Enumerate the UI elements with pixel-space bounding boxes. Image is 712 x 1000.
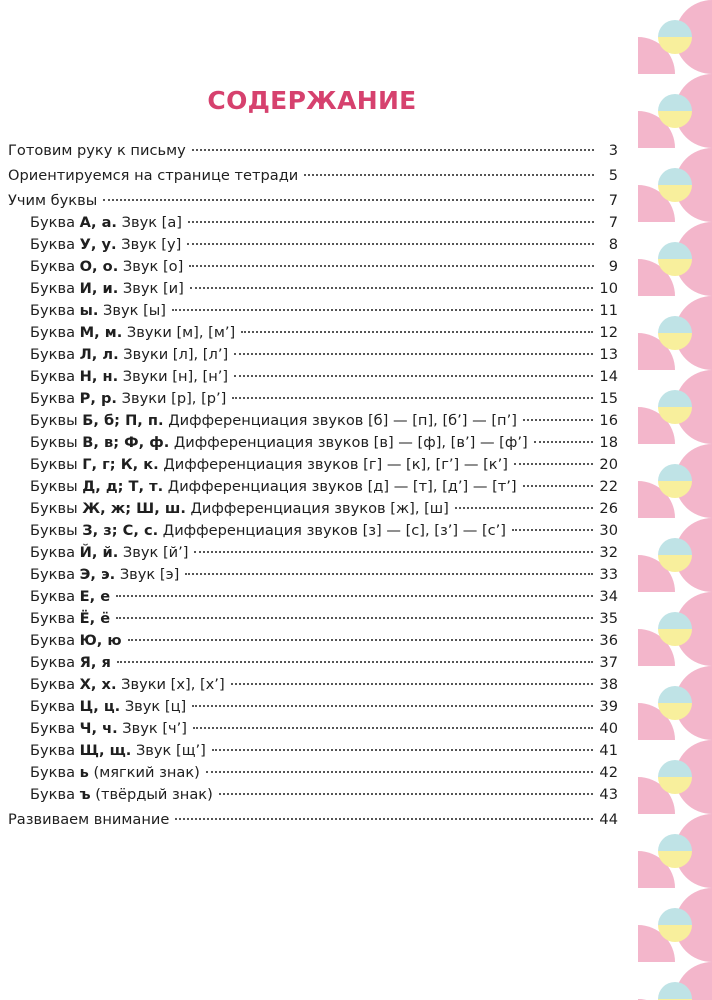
page-number: 42 xyxy=(599,764,618,781)
dot-leader xyxy=(192,705,593,707)
dot-leader xyxy=(523,419,594,421)
dot-leader xyxy=(189,265,594,267)
toc-entry-letter: Г, г; К, к. xyxy=(82,456,159,473)
toc-entry-suffix: Звуки [л], [л’] xyxy=(118,346,229,363)
toc-entry-prefix: Буква xyxy=(30,654,80,671)
toc-entry xyxy=(8,762,618,784)
toc-entry xyxy=(8,586,618,608)
page-number: 33 xyxy=(599,566,618,583)
page-number: 15 xyxy=(599,390,618,407)
toc-entry xyxy=(8,809,618,831)
toc-entry-title xyxy=(30,366,228,388)
toc-entry-title xyxy=(30,652,111,674)
toc-entry-title xyxy=(30,432,528,454)
toc-entry-suffix: Дифференциация звуков [б] — [п], [б’] — [п’] xyxy=(163,412,517,429)
toc-entry-prefix: Буква xyxy=(30,544,80,561)
toc-entry-prefix: Буквы xyxy=(30,500,83,517)
toc-entry-suffix: Звук [ы] xyxy=(98,302,167,319)
toc-entry-letter: Л, л. xyxy=(79,346,119,363)
page-number: 38 xyxy=(599,676,618,693)
dot-leader xyxy=(187,243,594,245)
page-number: 43 xyxy=(599,786,618,803)
toc-entry-letter: Й, й. xyxy=(79,544,119,561)
toc-entry xyxy=(8,300,618,322)
dot-leader xyxy=(241,331,593,333)
toc-entry-letter: Е, е xyxy=(79,588,111,605)
dot-leader xyxy=(219,793,594,795)
toc-entry xyxy=(8,212,618,234)
toc-entry xyxy=(8,498,618,520)
page-number: 10 xyxy=(599,280,618,297)
dot-leader xyxy=(231,683,594,685)
toc-entry-prefix: Буква xyxy=(30,632,80,649)
dot-leader xyxy=(212,749,594,751)
toc-entry-title xyxy=(30,498,449,520)
page-number: 5 xyxy=(608,167,618,184)
toc-entry xyxy=(8,366,618,388)
toc-entry xyxy=(8,652,618,674)
toc-entry-title xyxy=(30,608,110,630)
toc-entry-letter: Ц, ц. xyxy=(79,698,121,715)
toc-entry-letter: Э, э. xyxy=(79,566,116,583)
toc-entry-suffix: Звуки [м], [м’] xyxy=(122,324,236,341)
toc-entry-letter: ъ xyxy=(79,786,91,803)
toc-entry-title xyxy=(30,278,184,300)
toc-entry xyxy=(8,388,618,410)
dot-leader xyxy=(175,818,593,820)
dot-leader xyxy=(116,617,593,619)
toc-entry-letter: Я, я xyxy=(79,654,111,671)
toc-entry-title xyxy=(30,410,517,432)
toc-entry-title xyxy=(30,696,186,718)
toc-entry-suffix: Звук [у] xyxy=(116,236,182,253)
toc-entry-title xyxy=(30,322,235,344)
dot-leader xyxy=(172,309,593,311)
toc-entry xyxy=(8,784,618,806)
page-number: 26 xyxy=(599,500,618,517)
toc-entry-title xyxy=(30,476,517,498)
page-number: 35 xyxy=(599,610,618,627)
toc-entry xyxy=(8,454,618,476)
table-of-contents xyxy=(8,140,618,831)
dot-leader xyxy=(514,463,593,465)
toc-entry-prefix: Буква xyxy=(30,390,80,407)
toc-entry-prefix: Буквы xyxy=(30,478,83,495)
toc-entry-letter: Р, р. xyxy=(79,390,117,407)
toc-entry-prefix: Буква xyxy=(30,720,80,737)
toc-entry xyxy=(8,234,618,256)
toc-entry-prefix: Буквы xyxy=(30,434,83,451)
toc-entry-letter: З, з; С, с. xyxy=(82,522,159,539)
toc-entry-letter: ы. xyxy=(79,302,99,319)
toc-entry-title xyxy=(8,809,169,831)
toc-entry xyxy=(8,674,618,696)
toc-entry xyxy=(8,344,618,366)
toc-entry-title xyxy=(30,718,187,740)
toc-entry xyxy=(8,740,618,762)
toc-entry-letter: Ю, ю xyxy=(79,632,122,649)
toc-entry-suffix: Звук [а] xyxy=(116,214,182,231)
toc-entry-title xyxy=(30,762,200,784)
toc-entry-prefix: Буква xyxy=(30,346,80,363)
toc-entry-prefix: Буква xyxy=(30,610,80,627)
toc-entry-title xyxy=(30,674,225,696)
page-number: 39 xyxy=(599,698,618,715)
toc-entry-letter: Х, х. xyxy=(79,676,117,693)
toc-entry-title xyxy=(30,300,166,322)
toc-entry-title xyxy=(8,140,186,162)
toc-entry-suffix: Дифференциация звуков [г] — [к], [г’] — [к’] xyxy=(158,456,508,473)
toc-entry-prefix: Буква xyxy=(30,324,80,341)
dot-leader xyxy=(234,375,593,377)
page-number: 13 xyxy=(599,346,618,363)
toc-entry-suffix: Звук [щ’] xyxy=(131,742,206,759)
toc-entry-letter: Ё, ё xyxy=(79,610,111,627)
dot-leader xyxy=(190,287,594,289)
page-number: 12 xyxy=(599,324,618,341)
toc-entry-prefix: Готовим руку к письму xyxy=(8,142,186,159)
page-number: 11 xyxy=(599,302,618,319)
dot-leader xyxy=(232,397,593,399)
toc-entry-title xyxy=(30,784,213,806)
page-number: 7 xyxy=(608,214,618,231)
page-number: 36 xyxy=(599,632,618,649)
page-number: 9 xyxy=(608,258,618,275)
dot-leader xyxy=(128,639,594,641)
toc-entry-title xyxy=(30,454,508,476)
toc-entry xyxy=(8,410,618,432)
dot-leader xyxy=(192,149,594,151)
toc-entry-letter: О, о. xyxy=(79,258,119,275)
page-number: 34 xyxy=(599,588,618,605)
toc-entry-prefix: Буква xyxy=(30,258,80,275)
toc-entry-prefix: Учим буквы xyxy=(8,192,98,209)
toc-entry xyxy=(8,520,618,542)
toc-entry-title xyxy=(30,542,188,564)
toc-entry-suffix: Дифференциация звуков [ж], [ш] xyxy=(185,500,449,517)
toc-entry-title xyxy=(30,388,226,410)
toc-entry-suffix: Дифференциация звуков [з] — [с], [з’] — [с’] xyxy=(158,522,506,539)
toc-entry-suffix: Звук [и] xyxy=(118,280,184,297)
toc-entry xyxy=(8,140,618,162)
toc-entry xyxy=(8,432,618,454)
page-number: 41 xyxy=(599,742,618,759)
toc-entry-prefix: Буква xyxy=(30,566,80,583)
toc-entry-suffix: Звуки [н], [н’] xyxy=(118,368,229,385)
page-number: 18 xyxy=(599,434,618,451)
toc-entry-prefix: Буквы xyxy=(30,456,83,473)
toc-entry-suffix: Звук [о] xyxy=(118,258,184,275)
toc-entry-title xyxy=(30,586,110,608)
page-number: 44 xyxy=(599,811,618,828)
toc-entry-title xyxy=(30,564,179,586)
dot-leader xyxy=(116,595,593,597)
toc-entry-prefix: Буква xyxy=(30,214,80,231)
page-number: 8 xyxy=(608,236,618,253)
toc-entry-title xyxy=(8,165,298,187)
toc-entry-suffix: Звуки [р], [р’] xyxy=(116,390,227,407)
toc-entry-suffix: (мягкий знак) xyxy=(88,764,200,781)
toc-entry-suffix: Звук [й’] xyxy=(118,544,189,561)
toc-entry-suffix: Дифференциация звуков [в] — [ф], [в’] — [ф’] xyxy=(169,434,528,451)
dot-leader xyxy=(206,771,594,773)
toc-entry xyxy=(8,542,618,564)
toc-entry-letter: У, у. xyxy=(79,236,117,253)
toc-entry-letter: Н, н. xyxy=(79,368,119,385)
toc-entry-title xyxy=(30,256,183,278)
toc-entry-suffix: Звуки [х], [х’] xyxy=(116,676,225,693)
toc-entry-prefix: Буква xyxy=(30,676,80,693)
toc-entry-letter: В, в; Ф, ф. xyxy=(82,434,170,451)
toc-entry-title xyxy=(30,234,181,256)
toc-entry-letter: Ч, ч. xyxy=(79,720,118,737)
dot-leader xyxy=(193,727,593,729)
toc-entry-suffix: Звук [ц] xyxy=(120,698,187,715)
toc-entry-letter: Щ, щ. xyxy=(79,742,132,759)
toc-entry-prefix: Буква xyxy=(30,588,80,605)
toc-entry xyxy=(8,608,618,630)
toc-entry-prefix: Буква xyxy=(30,764,80,781)
dot-leader xyxy=(304,174,594,176)
page-number: 14 xyxy=(599,368,618,385)
page-title: СОДЕРЖАНИЕ xyxy=(207,86,417,115)
toc-entry-prefix: Буквы xyxy=(30,412,83,429)
dot-leader xyxy=(234,353,593,355)
page-number: 20 xyxy=(599,456,618,473)
toc-entry xyxy=(8,696,618,718)
dot-leader xyxy=(103,199,594,201)
dot-leader xyxy=(194,551,593,553)
page-number: 40 xyxy=(599,720,618,737)
toc-entry-title xyxy=(30,520,506,542)
page-number: 3 xyxy=(608,142,618,159)
toc-entry xyxy=(8,718,618,740)
toc-entry xyxy=(8,322,618,344)
toc-entry-prefix: Буква xyxy=(30,302,80,319)
dot-leader xyxy=(512,529,593,531)
toc-entry-suffix: (твёрдый знак) xyxy=(90,786,213,803)
dot-leader xyxy=(455,507,594,509)
dot-leader xyxy=(523,485,594,487)
dot-leader xyxy=(185,573,593,575)
toc-entry-letter: М, м. xyxy=(79,324,123,341)
toc-entry-title xyxy=(30,344,228,366)
toc-entry-prefix: Развиваем внимание xyxy=(8,811,170,828)
decorative-pattern xyxy=(638,0,712,1000)
toc-entry-prefix: Ориентируемся на странице тетради xyxy=(8,167,299,184)
toc-entry-title xyxy=(8,190,97,212)
toc-entry-prefix: Буква xyxy=(30,280,80,297)
dot-leader xyxy=(117,661,594,663)
toc-entry-prefix: Буквы xyxy=(30,522,83,539)
toc-entry-title xyxy=(30,630,122,652)
page-number: 30 xyxy=(599,522,618,539)
toc-entry-letter: Д, д; Т, т. xyxy=(82,478,164,495)
toc-entry-letter: Б, б; П, п. xyxy=(82,412,164,429)
toc-entry-title xyxy=(30,740,206,762)
toc-entry xyxy=(8,190,618,212)
toc-entry-suffix: Звук [э] xyxy=(115,566,180,583)
toc-entry xyxy=(8,165,618,187)
toc-entry-prefix: Буква xyxy=(30,742,80,759)
toc-entry xyxy=(8,630,618,652)
toc-entry-letter: И, и. xyxy=(79,280,119,297)
dot-leader xyxy=(534,441,594,443)
toc-entry xyxy=(8,278,618,300)
toc-entry-suffix: Дифференциация звуков [д] — [т], [д’] — [т’] xyxy=(163,478,517,495)
toc-entry-letter: А, а. xyxy=(79,214,117,231)
toc-entry-title xyxy=(30,212,182,234)
page-number: 16 xyxy=(599,412,618,429)
dot-leader xyxy=(188,221,594,223)
toc-entry-prefix: Буква xyxy=(30,368,80,385)
toc-entry-letter: Ж, ж; Ш, ш. xyxy=(82,500,186,517)
toc-entry-suffix: Звук [ч’] xyxy=(117,720,187,737)
page-number: 37 xyxy=(599,654,618,671)
toc-entry xyxy=(8,476,618,498)
toc-entry-prefix: Буква xyxy=(30,236,80,253)
toc-entry-letter: ь xyxy=(79,764,89,781)
toc-entry-prefix: Буква xyxy=(30,698,80,715)
page-number: 7 xyxy=(608,192,618,209)
toc-entry xyxy=(8,256,618,278)
toc-entry xyxy=(8,564,618,586)
page-number: 22 xyxy=(599,478,618,495)
page-number: 32 xyxy=(599,544,618,561)
toc-entry-prefix: Буква xyxy=(30,786,80,803)
